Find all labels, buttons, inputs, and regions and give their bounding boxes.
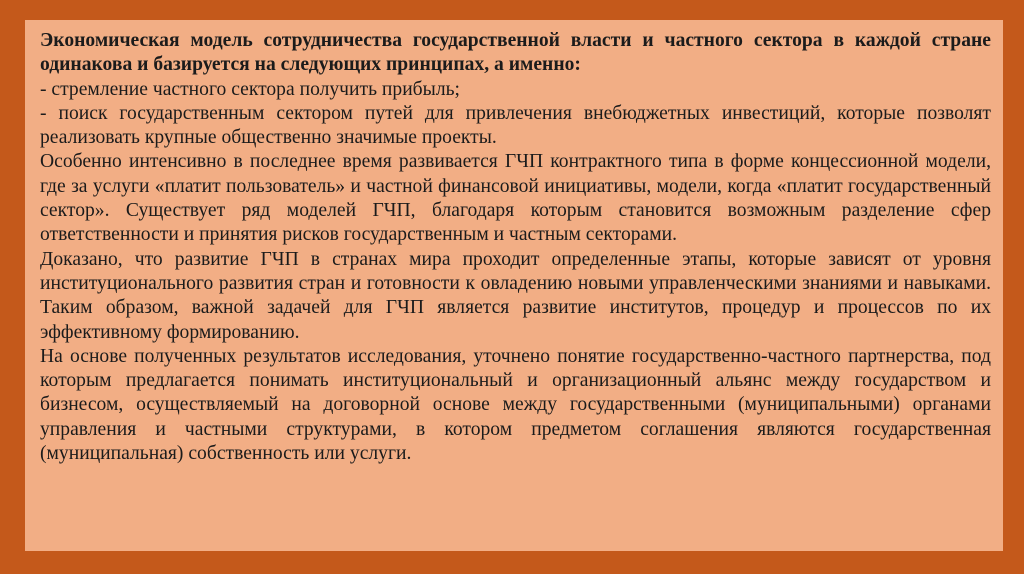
slide-text-block bbox=[40, 29, 991, 466]
paragraph-ppp-definition: На основе полученных результатов исследования, уточнено понятие государственно-частного партнерства, под которым предлагается понимать институциональный и организационный альянс между государством и бизнесом, осуществляемый на договорной основе между государственными (муниципальными) органами управления и частными структурами, в котором предметом соглашения являются государственная (муниципальная) собственность или услуги. bbox=[40, 345, 991, 465]
paragraph-ppp-models: Особенно интенсивно в последнее время развивается ГЧП контрактного типа в форме концессионной модели, где за услуги «платит пользователь» и частной финансовой инициативы, модели, когда «платит государственный сектор». Существует ряд моделей ГЧП, благодаря которым становится возможным разделение сфер ответственности и принятия рисков государственным и частным секторами. bbox=[40, 151, 991, 246]
bullet-private-sector-profit: - стремление частного сектора получить прибыль; bbox=[40, 78, 460, 100]
paragraph-ppp-development: Доказано, что развитие ГЧП в странах мира проходит определенные этапы, которые зависят от уровня институционального развития стран и готовности к овладению новыми управленческими знаниями и навыками. Таким образом, важной задачей для ГЧП является развитие институтов, процедур и процессов по их эффективному формированию. bbox=[40, 248, 991, 343]
intro-paragraph: Экономическая модель сотрудничества государственной власти и частного сектора в каждой стране одинакова и базируется на следующих принципах, а именно: bbox=[40, 30, 991, 76]
slide-content-panel bbox=[25, 20, 1003, 551]
bullet-state-investments: - поиск государственным сектором путей для привлечения внебюджетных инвестиций, которые позволят реализовать крупные общественно значимые проекты. bbox=[40, 102, 991, 149]
